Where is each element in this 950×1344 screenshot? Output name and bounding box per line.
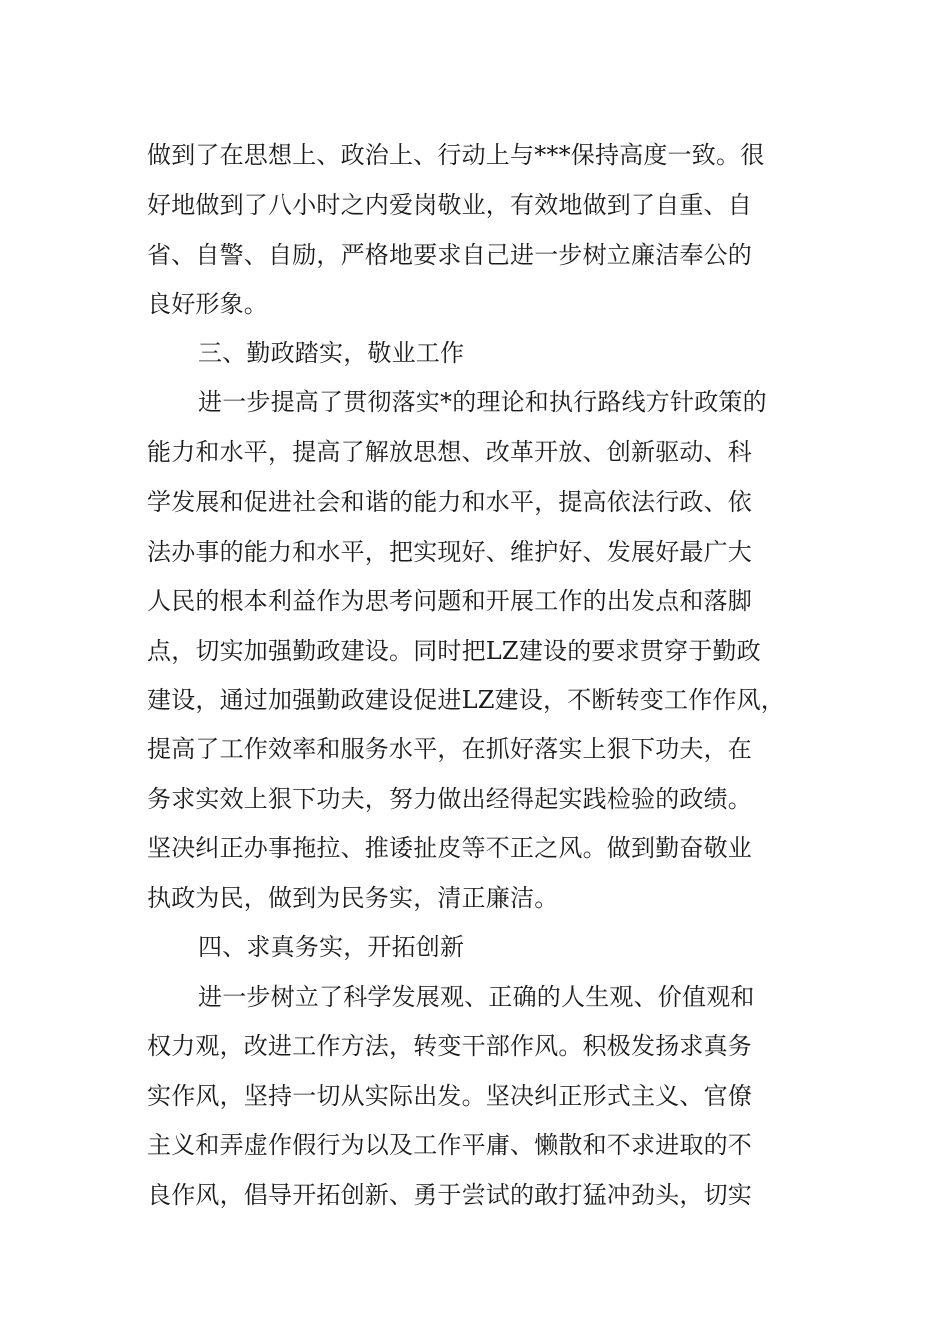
body-text-line: 法办事的能力和水平，把实现好、维护好、发展好最广大 [147, 538, 752, 566]
body-text-line: 良作风，倡导开拓创新、勇于尝试的敢打猛冲劲头，切实 [147, 1181, 752, 1209]
body-text-line: 进一步树立了科学发展观、正确的人生观、价值观和 [198, 983, 755, 1011]
body-text-line: 实作风，坚持一切从实际出发。坚决纠正形式主义、官僚 [147, 1082, 752, 1110]
body-text-line: 权力观，改进工作方法，转变干部作风。积极发扬求真务 [147, 1032, 752, 1060]
body-text-line: 省、自警、自励，严格地要求自己进一步树立廉洁奉公的 [147, 241, 752, 269]
body-text-line: 建设，通过加强勤政建设促进LZ建设，不断转变工作作风， [147, 686, 786, 714]
section-heading-3: 三、勤政踏实，敬业工作 [198, 339, 465, 367]
body-text-line: 主义和弄虚作假行为以及工作平庸、懒散和不求进取的不 [147, 1131, 752, 1159]
body-text-line: 人民的根本利益作为思考问题和开展工作的出发点和落脚 [147, 587, 752, 615]
body-text-line: 进一步提高了贯彻落实*的理论和执行路线方针政策的 [198, 388, 767, 416]
body-text-line: 执政为民，做到为民务实，清正廉洁。 [147, 884, 559, 912]
body-text-line: 点，切实加强勤政建设。同时把LZ建设的要求贯穿于勤政 [147, 637, 761, 665]
body-text-line: 好地做到了八小时之内爱岗敬业，有效地做到了自重、自 [147, 191, 752, 219]
section-heading-4: 四、求真务实，开拓创新 [198, 933, 465, 961]
body-text-line: 良好形象。 [147, 290, 268, 318]
body-text-line: 务求实效上狠下功夫，努力做出经得起实践检验的政绩。 [147, 785, 752, 813]
body-text-line: 学发展和促进社会和谐的能力和水平，提高依法行政、依 [147, 488, 752, 516]
body-text-line: 做到了在思想上、政治上、行动上与***保持高度一致。很 [147, 141, 765, 169]
body-text-line: 坚决纠正办事拖拉、推诿扯皮等不正之风。做到勤奋敬业 [147, 834, 752, 862]
body-text-line: 提高了工作效率和服务水平，在抓好落实上狠下功夫，在 [147, 735, 752, 763]
body-text-line: 能力和水平，提高了解放思想、改革开放、创新驱动、科 [147, 438, 752, 466]
